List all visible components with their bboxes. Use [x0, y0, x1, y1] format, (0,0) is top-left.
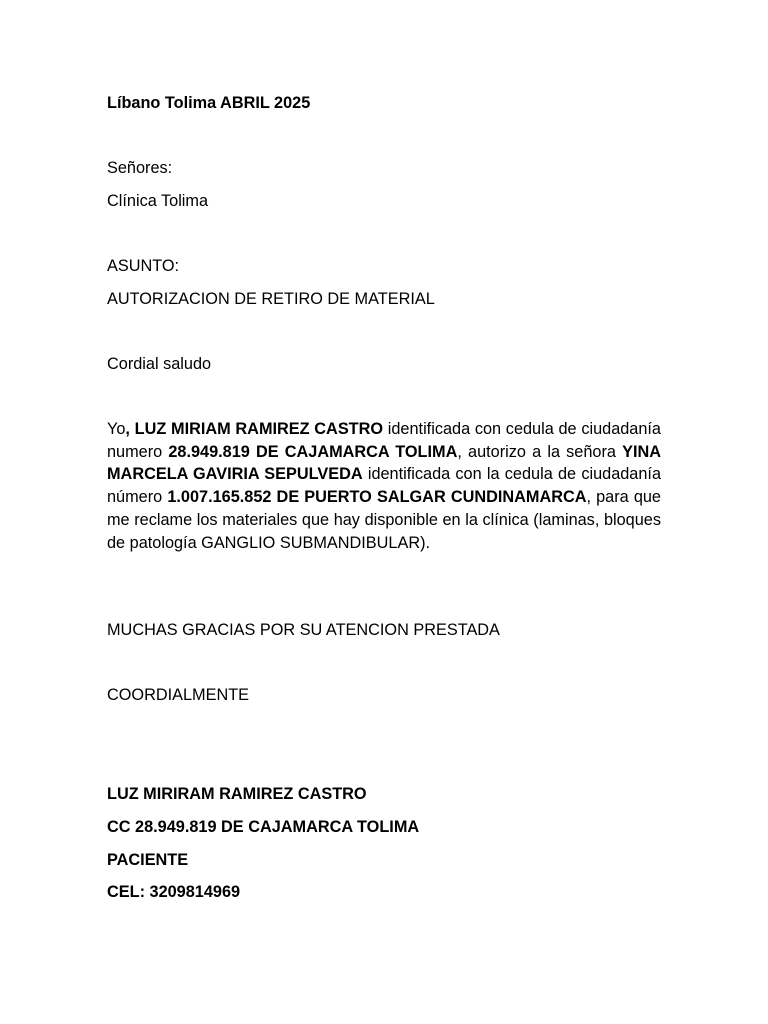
- greeting: Cordial saludo: [107, 355, 212, 373]
- body-text: , para que me reclame los materiales que hay disponible en la clínica (laminas, bloques de patología GANGLIO SUBMANDIBULAR).: [107, 488, 661, 552]
- grantor-name: , LUZ MIRIAM RAMIREZ CASTRO: [125, 420, 384, 438]
- authorized-id: 1.007.165.852 DE PUERTO SALGAR CUNDINAMARCA: [167, 488, 587, 507]
- body-text: Yo: [107, 420, 126, 438]
- signature-phone: CEL: 3209814969: [107, 883, 241, 901]
- signature-id: CC 28.949.819 DE CAJAMARCA TOLIMA: [107, 818, 420, 836]
- recipient: Clínica Tolima: [107, 192, 209, 210]
- body-paragraph: [107, 418, 661, 554]
- subject: AUTORIZACION DE RETIRO DE MATERIAL: [107, 290, 435, 308]
- authorized-name: YINA MARCELA GAVIRIA SEPULVEDA: [107, 442, 661, 484]
- subject-label: ASUNTO:: [107, 257, 180, 275]
- closing: COORDIALMENTE: [107, 686, 250, 704]
- body-text: identificada con cedula de ciudadanía numero: [107, 420, 661, 461]
- body-text: identificada con la cedula de ciudadanía número: [107, 465, 661, 507]
- signature-name: LUZ MIRIRAM RAMIREZ CASTRO: [107, 785, 367, 803]
- salutation: Señores:: [107, 159, 173, 177]
- place-date: Líbano Tolima ABRIL 2025: [107, 94, 311, 112]
- grantor-id: 28.949.819 DE CAJAMARCA TOLIMA: [168, 442, 458, 461]
- thanks-line: MUCHAS GRACIAS POR SU ATENCION PRESTADA: [107, 621, 500, 639]
- body-text: , autorizo a la señora: [457, 442, 623, 461]
- signature-role: PACIENTE: [107, 851, 189, 869]
